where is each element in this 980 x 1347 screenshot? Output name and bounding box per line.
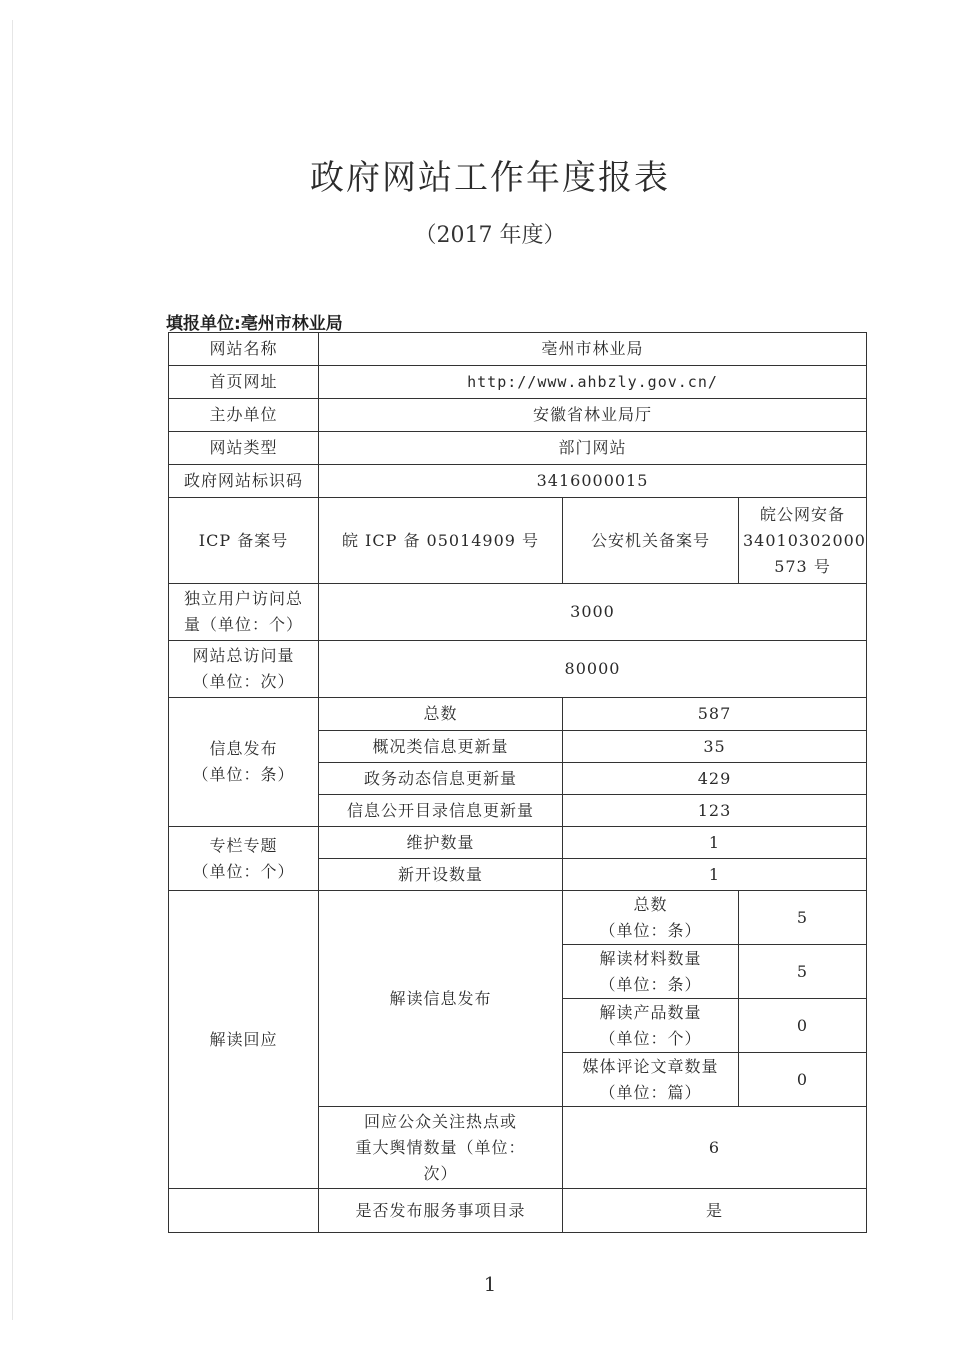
service-catalog-value: 是 [563, 1189, 867, 1233]
icp-label: ICP 备案号 [169, 498, 319, 584]
interpret-row-value: 5 [739, 945, 867, 999]
service-catalog-empty-cell [169, 1189, 319, 1233]
total-visits-label [169, 641, 319, 698]
interpret-row-label-line1: 解读产品数量 [599, 1002, 702, 1022]
row-info-total [169, 698, 867, 731]
interpret-sub-label: 解读信息发布 [319, 891, 563, 1107]
interpret-row-value: 5 [739, 891, 867, 945]
row-total-visits [169, 641, 867, 698]
sponsor-value: 安徽省林业局厅 [319, 399, 867, 432]
document-title: 政府网站工作年度报表 [310, 158, 670, 198]
hotspot-label-line3: 次） [423, 1163, 458, 1183]
interpret-row-value: 0 [739, 999, 867, 1053]
filler-name: 亳州市林业局 [240, 314, 343, 334]
document-year: （2017 年度） [414, 223, 566, 248]
row-icp [169, 498, 867, 584]
interpret-row-label [563, 1053, 739, 1107]
unique-visitors-label-line2: 量（单位：个） [183, 615, 303, 634]
filler-label: 填报单位: [166, 314, 241, 334]
columns-row-value: 1 [563, 859, 867, 891]
sponsor-label: 主办单位 [169, 399, 319, 432]
info-publish-label-line2: （单位：条） [192, 765, 295, 784]
columns-row-label: 维护数量 [319, 827, 563, 859]
site-name-label: 网站名称 [169, 333, 319, 366]
info-row-value: 123 [563, 795, 867, 827]
row-interpret-total [169, 891, 867, 945]
homepage-value: http://www.ahbzly.gov.cn/ [319, 366, 867, 399]
interpret-row-label [563, 999, 739, 1053]
columns-label-line2: （单位：个） [192, 861, 295, 881]
unique-visitors-value: 3000 [319, 584, 867, 641]
police-record-value [739, 498, 867, 584]
total-visits-label-line1: 网站总访问量 [192, 646, 295, 665]
filler-unit [166, 309, 343, 334]
row-site-name [169, 333, 867, 366]
unique-visitors-label [169, 584, 319, 641]
interpret-row-label-line2: （单位：篇） [599, 1082, 702, 1102]
row-unique-visitors [169, 584, 867, 641]
site-code-value: 3416000015 [319, 465, 867, 498]
page-number: 1 [483, 1272, 497, 1296]
site-type-value: 部门网站 [319, 432, 867, 465]
row-homepage [169, 366, 867, 399]
interpret-row-label-line2: （单位：条） [599, 974, 702, 994]
site-type-label: 网站类型 [169, 432, 319, 465]
total-visits-value: 80000 [319, 641, 867, 698]
columns-label-line1: 专栏专题 [209, 835, 278, 855]
scan-edge [12, 20, 13, 1320]
info-row-label: 总数 [319, 698, 563, 731]
hotspot-label-line1: 回应公众关注热点或 [363, 1111, 517, 1131]
icp-value: 皖 ICP 备 05014909 号 [319, 498, 563, 584]
interpret-row-value: 0 [739, 1053, 867, 1107]
police-line-3: 573 号 [774, 556, 831, 576]
columns-row-value: 1 [563, 827, 867, 859]
row-site-type [169, 432, 867, 465]
interpret-label: 解读回应 [169, 891, 319, 1189]
interpret-row-label-line1: 总数 [633, 894, 668, 914]
info-row-label: 信息公开目录信息更新量 [319, 795, 563, 827]
homepage-label: 首页网址 [169, 366, 319, 399]
report-table [168, 332, 867, 1233]
info-row-value: 429 [563, 763, 867, 795]
interpret-row-label [563, 891, 739, 945]
police-line-1: 皖公网安备 [760, 504, 846, 524]
row-sponsor [169, 399, 867, 432]
columns-row-label: 新开设数量 [319, 859, 563, 891]
info-row-label: 政务动态信息更新量 [319, 763, 563, 795]
row-site-code [169, 465, 867, 498]
service-catalog-label: 是否发布服务事项目录 [319, 1189, 563, 1233]
info-row-value: 587 [563, 698, 867, 731]
hotspot-label [319, 1107, 563, 1189]
police-record-label: 公安机关备案号 [563, 498, 739, 584]
site-code-label: 政府网站标识码 [169, 465, 319, 498]
interpret-row-label-line1: 解读材料数量 [599, 948, 702, 968]
site-name-value: 亳州市林业局 [319, 333, 867, 366]
info-row-label: 概况类信息更新量 [319, 731, 563, 763]
interpret-row-label-line1: 媒体评论文章数量 [582, 1056, 719, 1076]
interpret-row-label-line2: （单位：条） [599, 920, 702, 940]
hotspot-label-line2: 重大舆情数量（单位： [355, 1137, 526, 1157]
row-service-catalog [169, 1189, 867, 1233]
info-row-value: 35 [563, 731, 867, 763]
info-publish-label [169, 698, 319, 827]
hotspot-value: 6 [563, 1107, 867, 1189]
unique-visitors-label-line1: 独立用户访问总 [183, 589, 303, 608]
columns-label [169, 827, 319, 891]
total-visits-label-line2: （单位：次） [192, 672, 295, 691]
info-publish-label-line1: 信息发布 [209, 739, 278, 758]
interpret-row-label-line2: （单位：个） [599, 1028, 702, 1048]
police-line-2: 34010302000 [743, 530, 866, 550]
row-columns-maintain [169, 827, 867, 859]
interpret-row-label [563, 945, 739, 999]
